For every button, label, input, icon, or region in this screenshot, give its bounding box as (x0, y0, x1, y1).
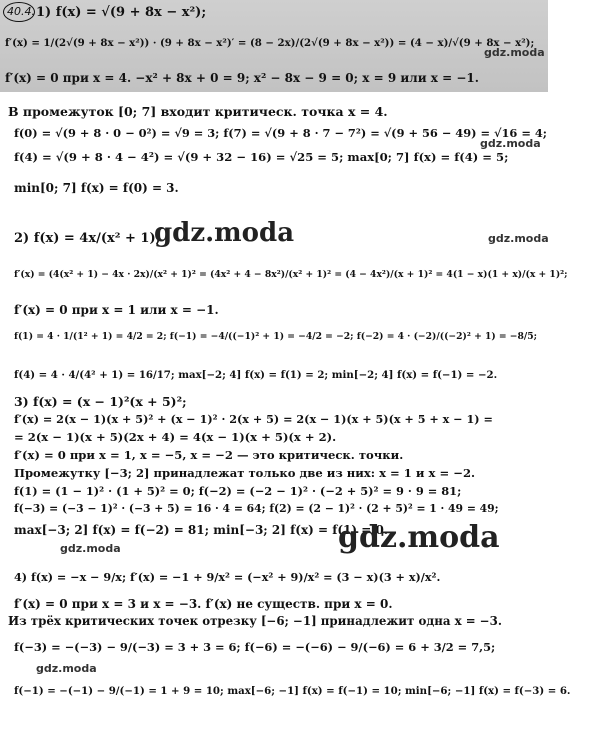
line-5: f(0) = √(9 + 8 · 0 − 0²) = √9 = 3; f(7) = √(9 + 8 · 7 − 7²) = √(9 + 56 − 49) = √16 = 4; (14, 126, 547, 140)
line-4: В промежуток [0; 7] входит критическ. точка x = 4. (8, 104, 388, 119)
line-22: f′(x) = 0 при x = 3 и x = −3. f′(x) не существ. при x = 0. (14, 597, 393, 611)
line-7: min[0; 7] f(x) = f(0) = 3. (14, 181, 179, 195)
watermark: gdz.moda (488, 232, 549, 245)
line-10: f′(x) = 0 при x = 1 или x = −1. (14, 303, 219, 317)
line-2: f′(x) = 1/(2√(9 + 8x − x²)) · (9 + 8x − x²)′ = (8 − 2x)/(2√(9 + 8x − x²)) = (4 − x)/√(9 + 8x − x²); (5, 37, 535, 49)
watermark: gdz.moda (36, 662, 97, 675)
watermark-large: gdz.moda (338, 520, 500, 555)
line-1: 1) f(x) = √(9 + 8x − x²); (36, 5, 207, 20)
line-23: Из трёх критических точек отрезку [−6; −1] принадлежит одна x = −3. (8, 614, 502, 628)
watermark: gdz.moda (480, 137, 541, 150)
line-21: 4) f(x) = −x − 9/x; f′(x) = −1 + 9/x² = (−x² + 9)/x² = (3 − x)(3 + x)/x². (14, 570, 441, 584)
line-9: f′(x) = (4(x² + 1) − 4x · 2x)/(x² + 1)² = (4x² + 4 − 8x²)/(x² + 1)² = (4 − 4x²)/(x + 1)² = 4(1 − x)(1 + x)/(x + 1)²; (14, 269, 568, 280)
line-17: Промежутку [−3; 2] принадлежат только две из них: x = 1 и x = −2. (14, 466, 476, 480)
line-18: f(1) = (1 − 1)² · (1 + 5)² = 0; f(−2) = (−2 − 1)² · (−2 + 5)² = 9 · 9 = 81; (14, 484, 462, 498)
line-25: f(−1) = −(−1) − 9/(−1) = 1 + 9 = 10; max[−6; −1] f(x) = f(−1) = 10; min[−6; −1] f(x) = f(−3) = 6. (14, 685, 571, 697)
line-8: 2) f(x) = 4x/(x² + 1); (14, 231, 161, 246)
line-16: f′(x) = 0 при x = 1, x = −5, x = −2 — это критическ. точки. (14, 448, 404, 462)
line-13: 3) f(x) = (x − 1)²(x + 5)²; (14, 394, 187, 409)
line-20: max[−3; 2] f(x) = f(−2) = 81; min[−3; 2] f(x) = f(1) = 0. (14, 523, 389, 537)
line-19: f(−3) = (−3 − 1)² · (−3 + 5) = 16 · 4 = 64; f(2) = (2 − 1)² · (2 + 5)² = 1 · 49 = 49; (14, 502, 499, 515)
line-3: f′(x) = 0 при x = 4. −x² + 8x + 0 = 9; x² − 8x − 9 = 0; x = 9 или x = −1. (5, 71, 479, 85)
line-14: f′(x) = 2(x − 1)(x + 5)² + (x − 1)² · 2(x + 5) = 2(x − 1)(x + 5)(x + 5 + x − 1) = (14, 412, 493, 426)
watermark-large: gdz.moda (154, 218, 295, 248)
line-24: f(−3) = −(−3) − 9/(−3) = 3 + 3 = 6; f(−6) = −(−6) − 9/(−6) = 6 + 3/2 = 7,5; (14, 640, 496, 654)
watermark: gdz.moda (484, 46, 545, 59)
line-12: f(4) = 4 · 4/(4² + 1) = 16/17; max[−2; 4] f(x) = f(1) = 2; min[−2; 4] f(x) = f(−1) = −2. (14, 369, 498, 381)
line-11: f(1) = 4 · 1/(1² + 1) = 4/2 = 2; f(−1) = −4/((−1)² + 1) = −4/2 = −2; f(−2) = 4 · (−2)/((−2)² + 1) = −8/5; (14, 331, 538, 342)
line-6: f(4) = √(9 + 8 · 4 − 4²) = √(9 + 32 − 16) = √25 = 5; max[0; 7] f(x) = f(4) = 5; (14, 150, 509, 164)
line-15: = 2(x − 1)(x + 5)(2x + 4) = 4(x − 1)(x + 5)(x + 2). (14, 430, 337, 444)
watermark: gdz.moda (60, 542, 121, 555)
task-number: 40.4. (7, 5, 35, 18)
